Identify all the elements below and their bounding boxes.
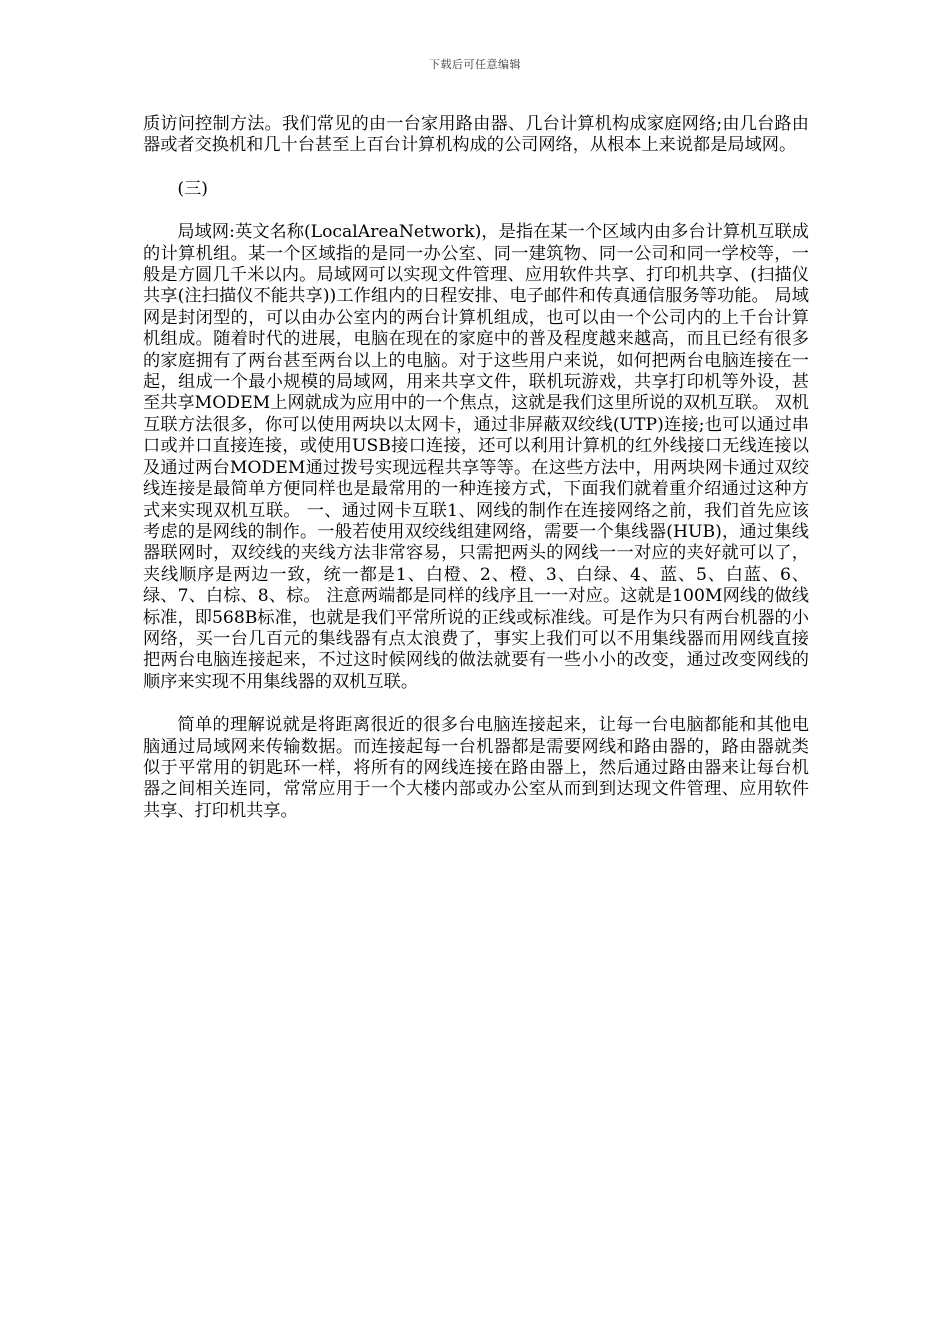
- paragraph-lan-definition: 局域网:英文名称(LocalAreaNetwork)，是指在某一个区域内由多台计算机互联成的计算机组。某一个区域指的是同一办公室、同一建筑物、同一公司和同一学校等，一般是方圆几千米以内。局域网可以实现文件管理、应用软件共享、打印机共享、(扫描仪共享(注扫描仪不能共享))工作组内的日程安排、电子邮件和传真通信服务等功能。 局域网是封闭型的，可以由办公室内的两台计算机组成，也可以由一个公司内的上千台计算机组成。随着时代的进展，电脑在现在的家庭中的普及程度越来越高，而且已经有很多的家庭拥有了两台甚至两台以上的电脑。对于这些用户来说，如何把两台电脑连接在一起，组成一个最小规模的局域网，用来共享文件，联机玩游戏，共享打印机等外设，甚至共享MODEM上网就成为应用中的一个焦点，这就是我们这里所说的双机互联。 双机互联方法很多，你可以使用两块以太网卡，通过非屏蔽双绞线(UTP)连接;也可以通过串口或并口直接连接，或使用USB接口连接，还可以利用计算机的红外线接口无线连接以及通过两台MODEM通过拨号实现远程共享等等。在这些方法中，用两块网卡通过双绞线连接是最简单方便同样也是最常用的一种连接方式，下面我们就着重介绍通过这种方式来实现双机互联。 一、通过网卡互联1、网线的制作在连接网络之前，我们首先应该考虑的是网线的制作。一般若使用双绞线组建网络，需要一个集线器(HUB)，通过集线器联网时，双绞线的夹线方法非常容易，只需把两头的网线一一对应的夹好就可以了，夹线顺序是两边一致，统一都是1、白橙、2、橙、3、白绿、4、蓝、5、白蓝、6、绿、7、白棕、8、棕。 注意两端都是同样的线序且一一对应。这就是100M网线的做线标准，即568B标准，也就是我们平常所说的正线或标准线。可是作为只有两台机器的小网络，买一台几百元的集线器有点太浪费了，事实上我们可以不用集线器而用网线直接把两台电脑连接起来，不过这时候网线的做法就要有一些小小的改变，通过改变网线的顺序来实现不用集线器的双机互联。: [143, 222, 809, 692]
- page-header: 下载后可任意编辑: [429, 58, 521, 71]
- document-body: [143, 114, 809, 822]
- paragraph-continuation: 质访问控制方法。我们常见的由一台家用路由器、几台计算机构成家庭网络;由几台路由器或者交换机和几十台甚至上百台计算机构成的公司网络，从根本上来说都是局域网。: [143, 114, 809, 156]
- paragraph-summary: 简单的理解说就是将距离很近的很多台电脑连接起来，让每一台电脑都能和其他电脑通过局域网来传输数据。而连接起每一台机器都是需要网线和路由器的，路由器就类似于平常用的钥匙环一样，将所有的网线连接在路由器上，然后通过路由器来让每台机器之间相关连同，常常应用于一个大楼内部或办公室从而到到达现文件管理、应用软件共享、打印机共享。: [143, 715, 809, 821]
- section-heading: (三): [177, 178, 208, 199]
